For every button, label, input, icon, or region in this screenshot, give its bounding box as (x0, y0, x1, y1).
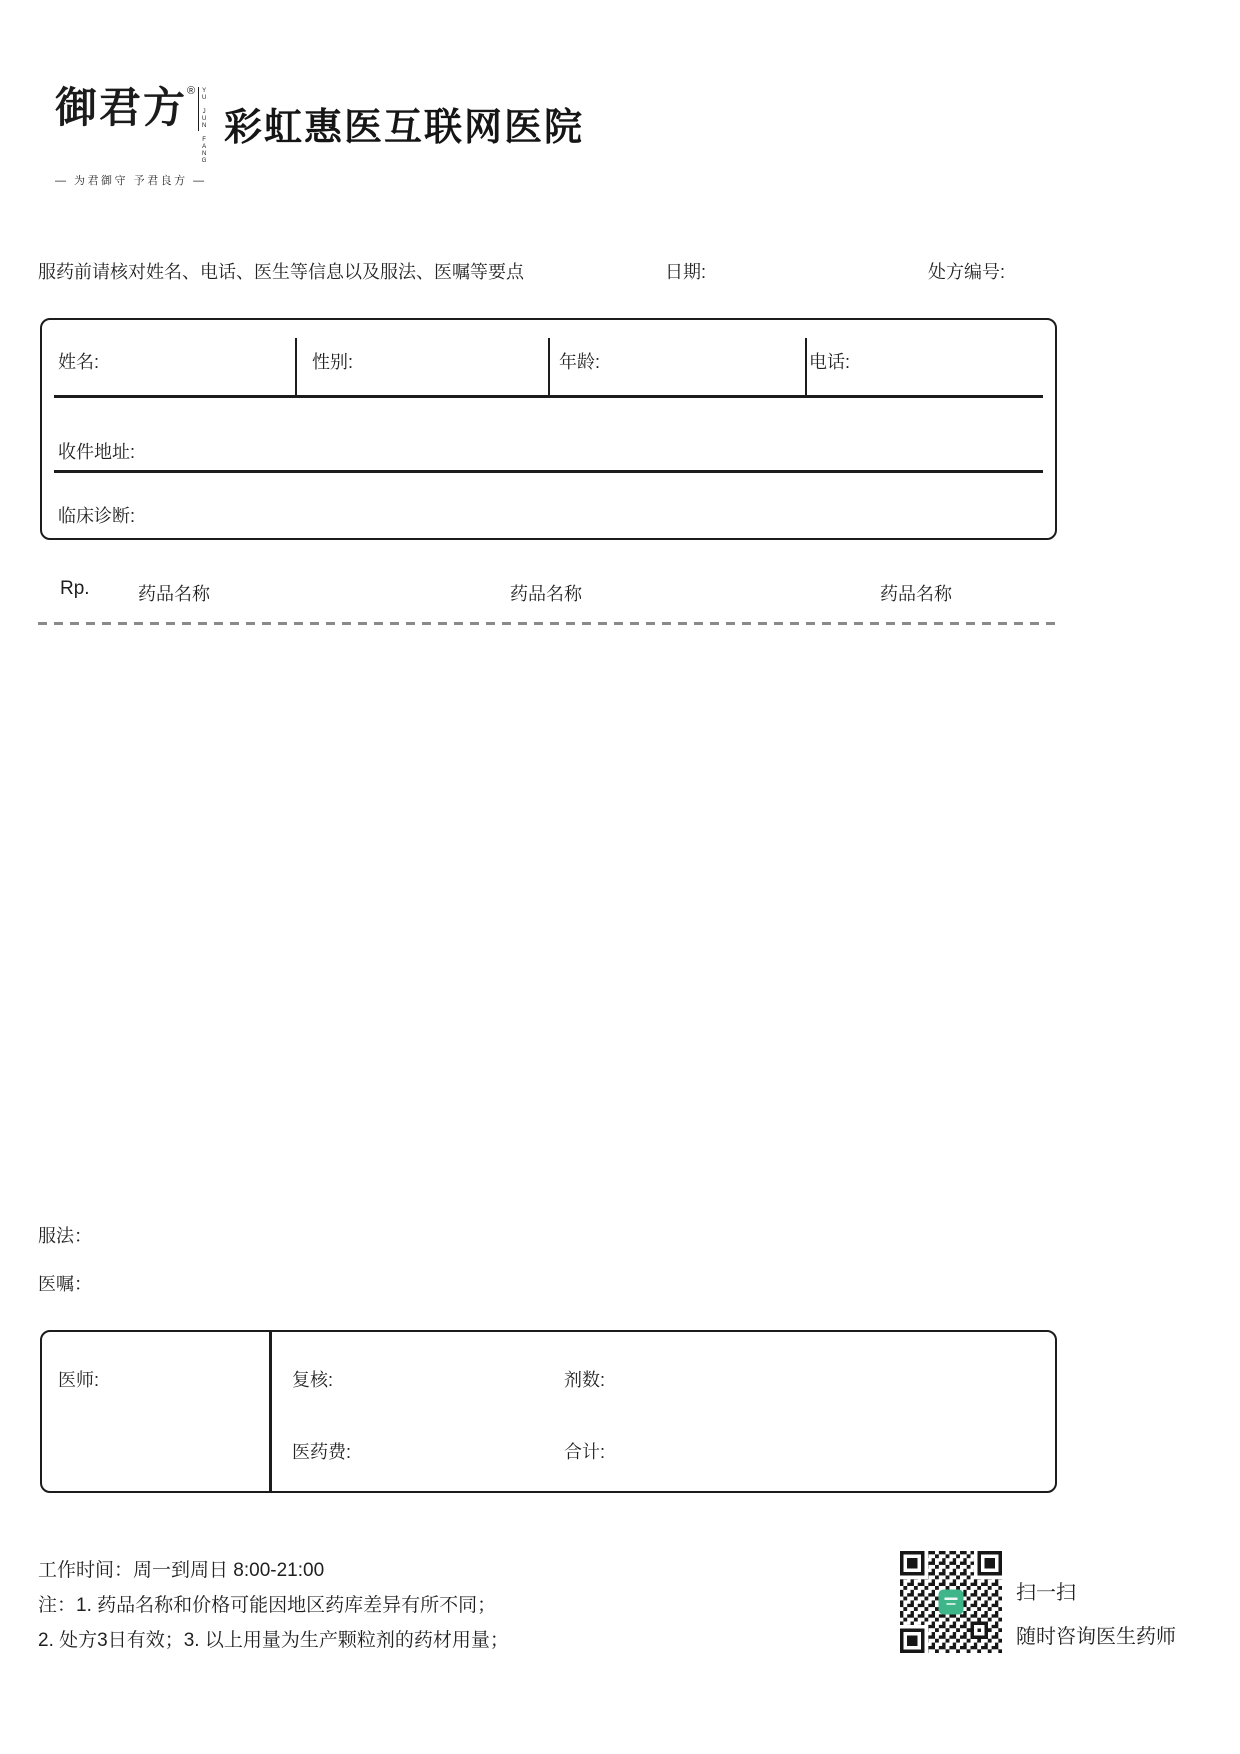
hospital-name: 彩虹惠医互联网医院 (224, 107, 585, 149)
patient-age-label: 年龄: (559, 352, 601, 372)
dashed-divider (38, 622, 1057, 625)
qr-code-icon (900, 1551, 1002, 1653)
reviewer-label: 复核: (292, 1370, 334, 1390)
logo-divider (198, 87, 199, 131)
check-notice-text: 服药前请核对姓名、电话、医生等信息以及服法、医嘱等要点 (38, 262, 524, 282)
doctor-advice-label: 医嘱： (38, 1274, 92, 1294)
note-line-1: 注：1. 药品名称和价格可能因地区药库差异有所不同； (38, 1595, 497, 1616)
drug-name-column-header: 药品名称 (880, 584, 952, 604)
shipping-address-label: 收件地址: (58, 442, 136, 462)
brand-tagline: — 为君御守 予君良方 — (55, 175, 207, 187)
patient-gender-label: 性别: (312, 352, 354, 372)
brand-logo-subtext: YU JUN FANG (201, 88, 208, 165)
brand-logo (55, 84, 207, 188)
registered-mark-icon: ® (187, 85, 196, 97)
column-divider (295, 338, 297, 395)
dose-count-label: 剂数: (564, 1370, 606, 1390)
row-divider (54, 395, 1043, 398)
patient-phone-label: 电话: (809, 352, 851, 372)
drug-name-column-header: 药品名称 (510, 584, 582, 604)
patient-info-box (40, 318, 1057, 540)
row-divider (54, 470, 1043, 473)
column-divider (548, 338, 550, 395)
clinical-diagnosis-label: 临床诊断: (58, 506, 136, 526)
column-divider (269, 1332, 272, 1491)
column-divider (805, 338, 807, 395)
date-label: 日期: (665, 262, 707, 282)
prescription-number-label: 处方编号: (928, 262, 1006, 282)
scan-qr-subtitle: 随时咨询医生药师 (1016, 1626, 1176, 1648)
note-line-2: 2. 处方3日有效；3. 以上用量为生产颗粒剂的药材用量； (38, 1630, 509, 1651)
usage-label: 服法： (38, 1226, 92, 1246)
doctor-label: 医师: (58, 1370, 100, 1390)
drug-name-column-header: 药品名称 (138, 584, 210, 604)
brand-logo-main (55, 84, 207, 165)
working-hours-text: 工作时间：周一到周日 8:00-21:00 (38, 1560, 325, 1581)
total-label: 合计: (564, 1442, 606, 1462)
signature-fee-box (40, 1330, 1057, 1493)
medicine-fee-label: 医药费: (292, 1442, 352, 1462)
qr-center-logo (939, 1590, 964, 1615)
rp-label: Rp. (60, 578, 90, 599)
brand-logo-text: 御君方 (55, 83, 188, 132)
patient-name-label: 姓名: (58, 352, 100, 372)
scan-qr-title: 扫一扫 (1016, 1582, 1076, 1604)
